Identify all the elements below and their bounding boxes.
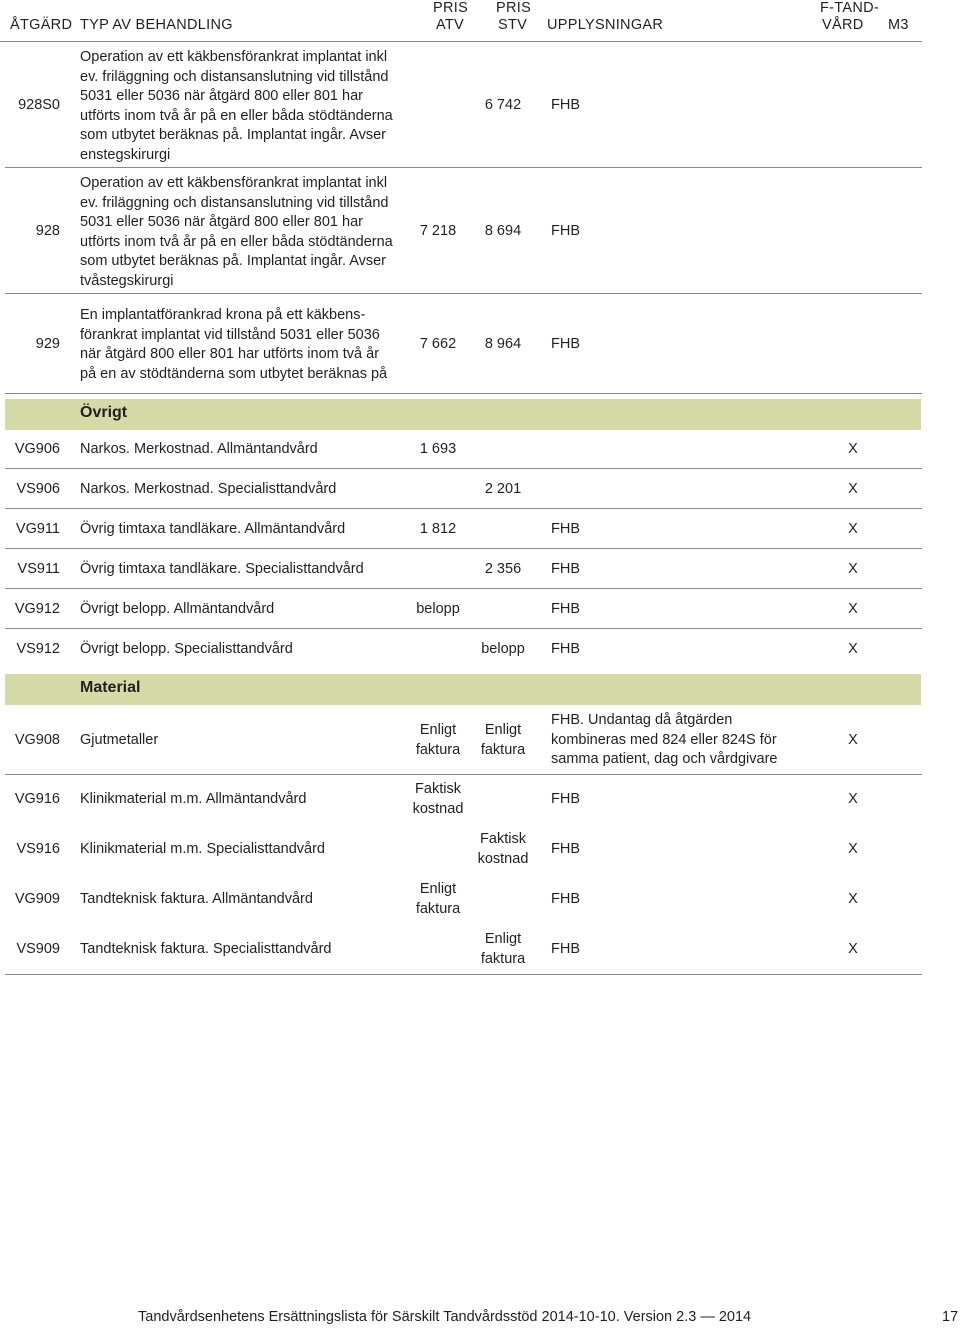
section-header-ovrigt bbox=[5, 399, 921, 430]
row-code: 928S0 bbox=[18, 97, 60, 113]
row-info: FHB bbox=[551, 841, 580, 857]
table-header bbox=[0, 0, 922, 42]
table-row bbox=[5, 774, 922, 824]
section-title: Material bbox=[80, 679, 141, 696]
table-row bbox=[5, 588, 922, 629]
table-row bbox=[5, 824, 922, 874]
row-description: Klinikmaterial m.m. Specialisttandvård bbox=[80, 841, 325, 857]
row-price-atv: Enligt faktura bbox=[415, 881, 461, 917]
row-description: Övrig timtaxa tandläkare. Specialisttandvård bbox=[80, 561, 364, 577]
row-info: FHB bbox=[551, 891, 580, 907]
table-row bbox=[5, 43, 922, 168]
row-description: Operation av ett käkbensförankrat implantat inkl ev. friläggning och distansanslutning vid tillstånd 5031 eller 5036 när åtgärd 800 eller 801 har utförts inom två år på en eller båda stödtänderna som utbytet beräknas på. Implantat ingår. Avser enstegskirurgi bbox=[80, 49, 393, 163]
row-price-stv: 8 964 bbox=[484, 336, 522, 352]
row-code: VG908 bbox=[14, 732, 60, 748]
row-code: VG911 bbox=[15, 521, 60, 537]
header-code: ÅTGÄRD bbox=[10, 17, 73, 33]
table-row bbox=[5, 468, 922, 509]
row-code: VS916 bbox=[16, 841, 60, 857]
row-info: FHB bbox=[551, 601, 580, 617]
row-code: VG912 bbox=[14, 601, 60, 617]
row-info: FHB bbox=[551, 336, 580, 352]
row-ftandvard: X bbox=[848, 481, 858, 497]
row-price-stv: Enligt faktura bbox=[480, 722, 526, 758]
row-ftandvard: X bbox=[848, 641, 858, 657]
row-ftandvard: X bbox=[848, 441, 858, 457]
row-code: VS911 bbox=[17, 561, 60, 577]
row-info: FHB bbox=[551, 941, 580, 957]
row-price-atv: 7 218 bbox=[419, 223, 457, 239]
row-price-atv: 1 693 bbox=[419, 441, 457, 457]
header-ftandvard-line1: F-TAND- bbox=[820, 0, 880, 16]
row-description: Operation av ett käkbensförankrat implantat inkl ev. friläggning och distansanslutning vid tillstånd 5031 eller 5036 när åtgärd 800 eller 801 har utförts inom två år på en eller båda stödtänderna som utbytet beräknas på. Implantat ingår. Avser tvåstegskirurgi bbox=[80, 175, 393, 289]
row-price-stv: Faktisk kostnad bbox=[477, 831, 529, 867]
row-price-atv: Faktisk kostnad bbox=[412, 781, 464, 817]
row-info: FHB bbox=[551, 561, 580, 577]
row-ftandvard: X bbox=[848, 561, 858, 577]
row-price-stv: 6 742 bbox=[484, 97, 522, 113]
footer-text: Tandvårdsenhetens Ersättningslista för Särskilt Tandvårdsstöd 2014-10-10. Version 2.3 — 2014 bbox=[138, 1309, 752, 1325]
row-code: 929 bbox=[35, 336, 60, 352]
row-description: Klinikmaterial m.m. Allmäntandvård bbox=[80, 791, 307, 807]
row-price-stv: belopp bbox=[481, 641, 525, 657]
row-description: Tandteknisk faktura. Allmäntandvård bbox=[80, 891, 313, 907]
row-description: Övrigt belopp. Specialisttandvård bbox=[80, 641, 293, 657]
table-row bbox=[5, 548, 922, 589]
row-ftandvard: X bbox=[848, 732, 858, 748]
table-row bbox=[5, 430, 922, 469]
row-code: VS909 bbox=[16, 941, 60, 957]
row-info: FHB bbox=[551, 223, 580, 239]
header-price-stv-line1: PRIS bbox=[496, 0, 532, 16]
row-description: Övrig timtaxa tandläkare. Allmäntandvård bbox=[80, 521, 346, 537]
row-ftandvard: X bbox=[848, 841, 858, 857]
row-info: FHB bbox=[551, 97, 580, 113]
row-price-atv: 7 662 bbox=[419, 336, 457, 352]
section-title: Övrigt bbox=[80, 404, 128, 421]
table-row bbox=[5, 874, 922, 924]
table-row bbox=[5, 508, 922, 549]
row-code: VG906 bbox=[14, 441, 60, 457]
header-price-atv-line1: PRIS bbox=[433, 0, 469, 16]
row-description: Narkos. Merkostnad. Allmäntandvård bbox=[80, 441, 318, 457]
header-m3: M3 bbox=[888, 17, 909, 33]
row-price-atv: belopp bbox=[416, 601, 460, 617]
row-description: Gjutmetaller bbox=[80, 732, 159, 748]
table-row bbox=[5, 628, 922, 668]
table-row bbox=[5, 705, 922, 775]
row-description: Narkos. Merkostnad. Specialisttandvård bbox=[80, 481, 337, 497]
row-description: En implantatförankrad krona på ett käkbens- förankrat implantat vid tillstånd 5031 eller 5036 när åtgärd 800 eller 801 har utförts inom två år på en av stödtänderna som utbytet beräknas på bbox=[80, 307, 388, 382]
header-description: TYP AV BEHANDLING bbox=[80, 17, 233, 33]
row-ftandvard: X bbox=[848, 521, 858, 537]
row-ftandvard: X bbox=[848, 791, 858, 807]
row-price-stv: 2 356 bbox=[484, 561, 522, 577]
row-price-atv: Enligt faktura bbox=[415, 722, 461, 758]
table-row bbox=[5, 167, 922, 294]
row-ftandvard: X bbox=[848, 891, 858, 907]
row-ftandvard: X bbox=[848, 601, 858, 617]
header-price-stv-line2: STV bbox=[498, 17, 528, 33]
header-price-atv-line2: ATV bbox=[436, 17, 465, 33]
row-code: VS906 bbox=[16, 481, 60, 497]
row-info: FHB bbox=[551, 521, 580, 537]
section-header-material bbox=[5, 674, 921, 705]
row-description: Övrigt belopp. Allmäntandvård bbox=[80, 601, 275, 617]
row-info: FHB bbox=[551, 641, 580, 657]
table-row bbox=[5, 924, 922, 975]
row-code: 928 bbox=[35, 223, 60, 239]
row-price-atv: 1 812 bbox=[419, 521, 457, 537]
row-price-stv: 2 201 bbox=[484, 481, 522, 497]
header-info: UPPLYSNINGAR bbox=[547, 17, 664, 33]
page-number: 17 bbox=[942, 1309, 959, 1325]
row-price-stv: Enligt faktura bbox=[480, 931, 526, 967]
table-row bbox=[5, 293, 922, 394]
row-info: FHB. Undantag då åtgärden kombineras med 824 eller 824S för samma patient, dag och vårdgivare bbox=[551, 712, 778, 767]
row-description: Tandteknisk faktura. Specialisttandvård bbox=[80, 941, 332, 957]
row-code: VS912 bbox=[16, 641, 60, 657]
row-ftandvard: X bbox=[848, 941, 858, 957]
row-code: VG916 bbox=[14, 791, 60, 807]
header-ftandvard-line2: VÅRD bbox=[822, 17, 864, 33]
row-info: FHB bbox=[551, 791, 580, 807]
row-code: VG909 bbox=[14, 891, 60, 907]
row-price-stv: 8 694 bbox=[484, 223, 522, 239]
